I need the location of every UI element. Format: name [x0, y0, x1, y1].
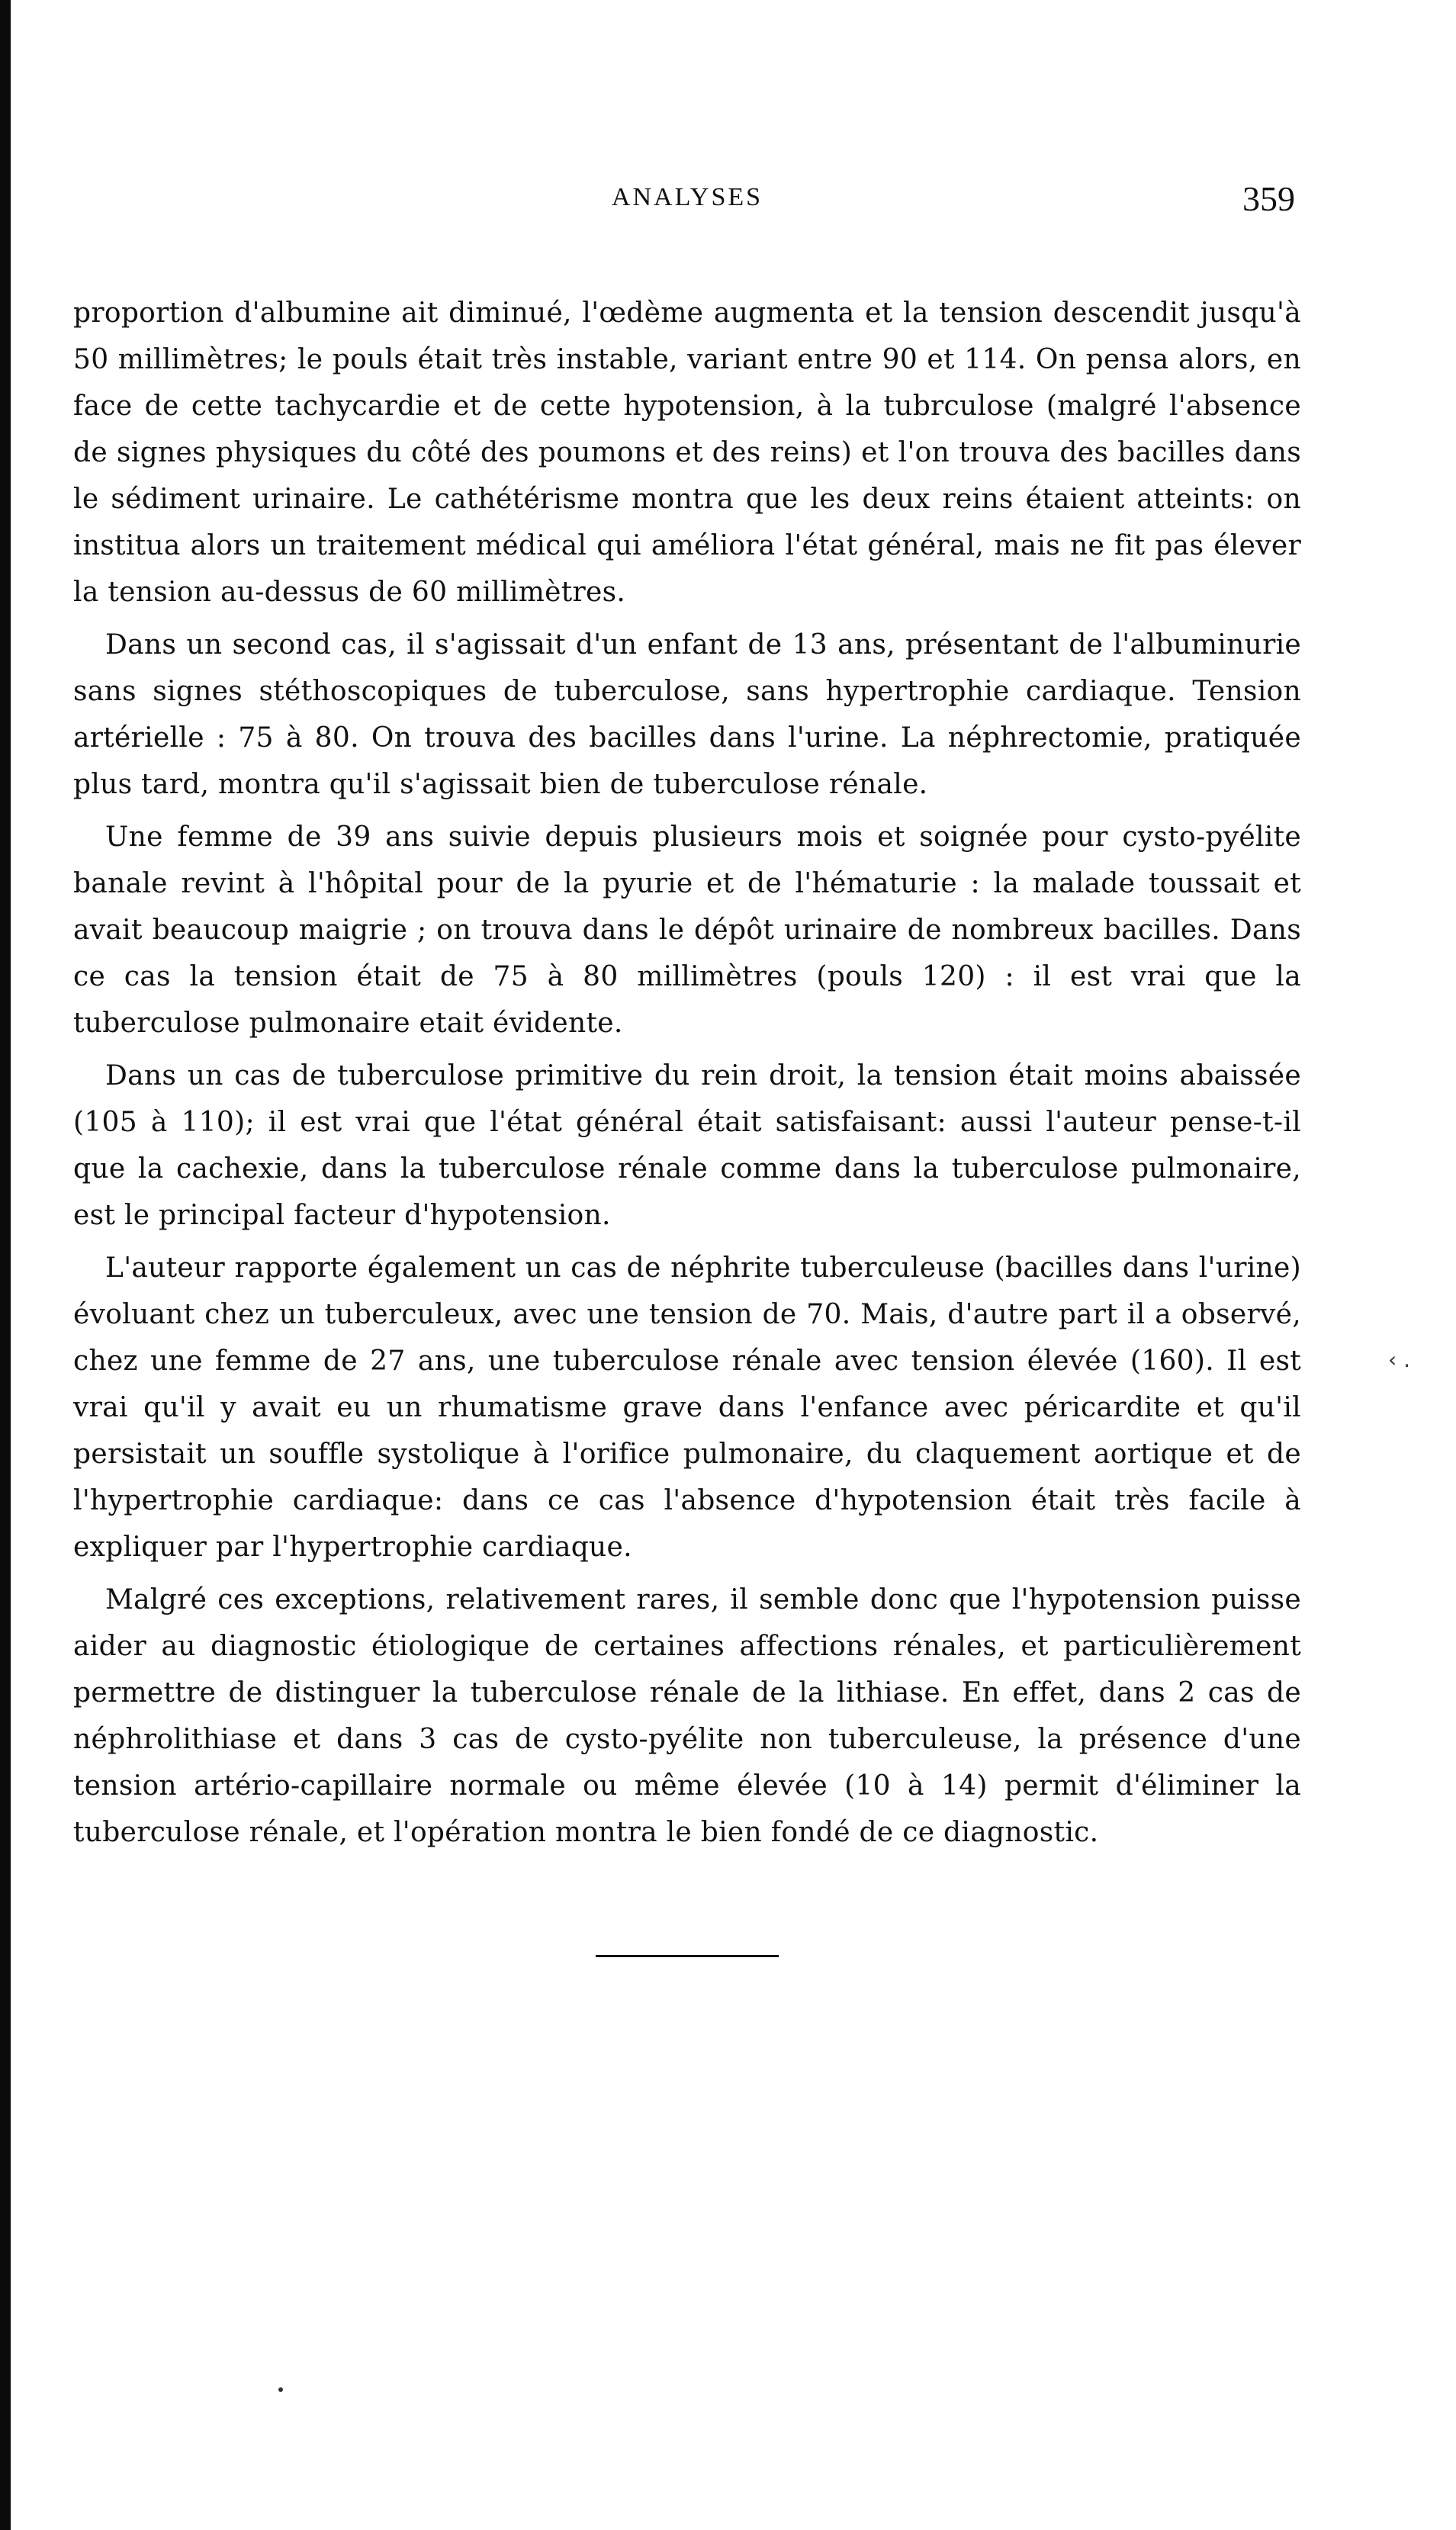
margin-pencil-mark: ‹ . — [1388, 1347, 1410, 1372]
paragraph-nephritis-case: L'auteur rapporte également un cas de néphrite tuberculeuse (bacilles dans l'urine) évoluant chez un tuberculeux, avec une tension de 70. Mais, d'autre part il a observé, chez une femme de 27 ans, une tuberculose rénale avec tension élevée (160). Il est vrai qu'il y avait eu un rhumatisme grave dans l'enfance avec péricardite et qu'il persistait un souffle systolique à l'orifice pulmonaire, du claquement aortique et de l'hypertrophie cardiaque: dans ce cas l'absence d'hypotension était très facile à expliquer par l'hypertrophie cardiaque. — [73, 1252, 1301, 1563]
binding-edge — [0, 0, 11, 2530]
paragraph-continuation: proportion d'albumine ait diminué, l'œdème augmenta et la tension descendit jusqu'à 50 millimètres; le pouls était très instable, variant entre 90 et 114. On pensa alors, en face de cette tachycardie et de cette hypotension, à la tubrculose (malgré l'absence de signes physiques du côté des poumons et des reins) et l'on trouva des bacilles dans le sédiment urinaire. Le cathétérisme montra que les deux reins étaient atteints: on institua alors un traitement médical qui améliora l'état général, mais ne fit pas élever la tension au-dessus de 60 millimètres. — [73, 297, 1301, 608]
running-title: ANALYSES — [611, 183, 763, 211]
page-number: 359 — [1242, 179, 1295, 218]
end-rule — [596, 1955, 779, 1957]
paragraph-woman-39: Une femme de 39 ans suivie depuis plusieurs mois et soignée pour cysto-pyélite banale revint à l'hôpital pour de la pyurie et de l'hématurie : la malade toussait et avait beaucoup maigrie ; on trouva dans le dépôt urinaire de nombreux bacilles. Dans ce cas la tension était de 75 à 80 millimètres (pouls 120) : il est vrai que la tuberculose pulmonaire etait évidente. — [73, 821, 1301, 1039]
running-head — [73, 179, 1301, 236]
paragraph-second-case: Dans un second cas, il s'agissait d'un enfant de 13 ans, présentant de l'albuminurie sans signes stéthoscopiques de tuberculose, sans hypertrophie cardiaque. Tension artérielle : 75 à 80. On trouva des bacilles dans l'urine. La néphrectomie, pratiquée plus tard, montra qu'il s'agissait bien de tuberculose rénale. — [73, 629, 1301, 800]
stray-ink-dot — [278, 2387, 283, 2392]
paragraph-primitive-tuberculosis: Dans un cas de tuberculose primitive du rein droit, la tension était moins abaissée (105 à 110); il est vrai que l'état général était satisfaisant: aussi l'auteur pense-t-il que la cachexie, dans la tuberculose rénale comme dans la tuberculose pulmonaire, est le principal facteur d'hypotension. — [73, 1060, 1301, 1231]
paragraph-conclusion: Malgré ces exceptions, relativement rares, il semble donc que l'hypotension puisse aider au diagnostic étiologique de certaines affections rénales, et particulièrement permettre de distinguer la tuberculose rénale de la lithiase. En effet, dans 2 cas de néphrolithiase et dans 3 cas de cysto-pyélite non tuberculeuse, la présence d'une tension artério-capillaire normale ou même élevée (10 à 14) permit d'éliminer la tuberculose rénale, et l'opération montra le bien fondé de ce diagnostic. — [73, 1584, 1301, 1848]
book-page — [73, 179, 1301, 1957]
body-text — [73, 290, 1301, 1856]
